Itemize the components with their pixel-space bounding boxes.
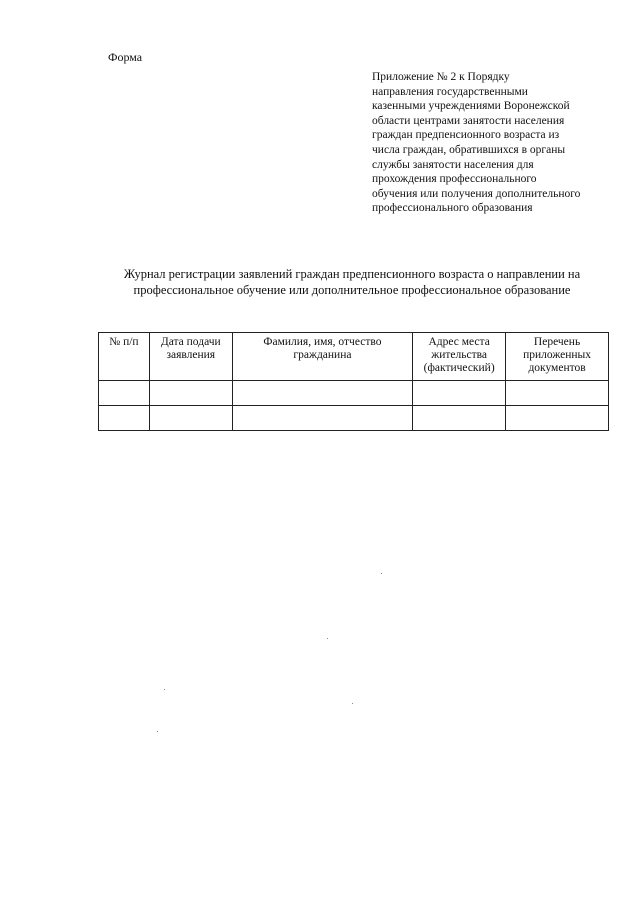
form-label: Форма (108, 50, 143, 64)
table-cell (413, 381, 506, 406)
table-cell (99, 381, 150, 406)
table-cell (232, 406, 412, 431)
registration-table (98, 332, 609, 431)
scan-speck (381, 573, 382, 574)
header-number: № п/п (99, 333, 150, 381)
table-cell (99, 406, 150, 431)
scan-speck (164, 689, 165, 690)
table-cell (506, 381, 609, 406)
table-header-row (99, 333, 609, 381)
appendix-line: прохождения профессионального (372, 173, 537, 186)
scan-speck (352, 703, 353, 704)
appendix-line: обучения или получения дополнительного (372, 187, 581, 200)
appendix-line: казенными учреждениями Воронежской (372, 100, 570, 113)
header-documents: Перечень приложенных документов (506, 333, 609, 381)
appendix-line: граждан предпенсионного возраста из (372, 129, 560, 142)
title-line: профессиональное обучение или дополнительное профессиональное образование (133, 283, 571, 297)
header-full-name: Фамилия, имя, отчество гражданина (232, 333, 412, 381)
table-row (99, 406, 609, 431)
table-row (99, 381, 609, 406)
title-line: Журнал регистрации заявлений граждан предпенсионного возраста о направлении на (123, 267, 581, 281)
table-cell (232, 381, 412, 406)
table-cell (506, 406, 609, 431)
appendix-line: области центрами занятости населения (372, 114, 565, 127)
header-address: Адрес места жительства (фактический) (413, 333, 506, 381)
appendix-line: профессионального образования (372, 202, 533, 215)
appendix-line: направления государственными (372, 85, 528, 98)
journal-title (96, 266, 608, 298)
appendix-line: Приложение № 2 к Порядку (372, 71, 510, 83)
appendix-line: числа граждан, обратившихся в органы (372, 143, 566, 156)
table-cell (413, 406, 506, 431)
table-cell (149, 381, 232, 406)
header-date: Дата подачи заявления (149, 333, 232, 381)
appendix-line: службы занятости населения для (372, 158, 534, 171)
scan-speck (157, 731, 158, 732)
table-cell (149, 406, 232, 431)
scan-speck (327, 638, 328, 639)
appendix-note (372, 70, 617, 216)
